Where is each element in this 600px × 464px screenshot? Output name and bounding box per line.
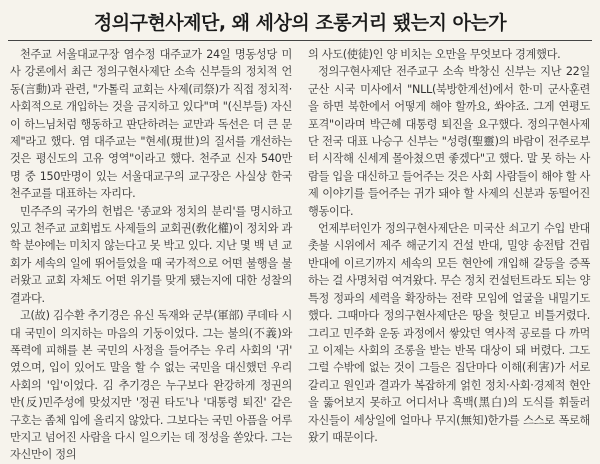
paragraph: 의 사도(使徒)인 양 비치는 오만을 무엇보다 경계했다.	[308, 48, 561, 61]
headline-divider	[8, 40, 592, 41]
paragraph: 고(故) 김수환 추기경은 유신 독재와 군부(軍部) 쿠데타 시대 국민이 의지하는 마음의 기둥이었다. 그는 불의(不義)와 폭력에 피해를 본 국민의 사정을 들어주는 우리 사회의 '귀' 였으며, 입이 있어도 말을 할 수 없는 국민을 대신했던 우리 사회의 '입'이었다. 김 추기경은 누구보다 완강하게 정권의 반(反)민주성에 맞섰지만 '정권 타도'나 '대통령 퇴진' 같은 구호는 좀체 입에 올리지 않았다. 그보다는 국민 아픔을 어루만지고 넘어진 사람을 다시 일으키는 데 정성을 쏟았다. 그는 자신만이 정의	[10, 309, 292, 462]
paragraph: 정의구현사제단 전주교구 소속 박창신 신부는 지난 22일 군산 시국 미사에서 "NLL(북방한계선)에서 한·미 군사훈련을 하면 북한에서 어떻게 해야 할까요, 쏴야죠. 그게 연평도 포격"이라며 박근혜 대통령 퇴진을 요구했다. 정의구현사제단 전국 대표 나승구 신부는 "성령(聖靈)의 바람이 전주로부터 시작해 신세계 몰아쳤으면 좋겠다"고 했다. 말 못 하는 사람들 입을 대신하고 들어주는 것은 사회 사람들이 해야 할 사제 이야기를 들어주는 귀가 돼야 할 사제의 신분과 동떨어진 행동이다.	[308, 65, 590, 218]
headline: 정의구현사제단, 왜 세상의 조롱거리 됐는지 아는가	[93, 12, 507, 34]
left-column	[10, 46, 292, 464]
right-column	[308, 46, 590, 446]
paragraph: 언제부터인가 정의구현사제단은 미국산 쇠고기 수입 반대 촛불 시위에서 제주 해군기지 건설 반대, 밀양 송전탑 건립 반대에 이르기까지 세속의 모든 현안에 개입해 갈등을 증폭하는 걸 사명처럼 여겨왔다. 무슨 정치 컨설턴트라도 되는 양 특정 정파의 세력을 확장하는 전략 모임에 얼굴을 내밀기도 했다. 그때마다 정의구현사제단은 땅을 헛딛고 비틀거렸다. 그리고 민주화 운동 과정에서 쌓았던 역사적 공로를 다 까먹고 이제는 사회의 조롱을 받는 반목 대상이 돼 버렸다. 그도 그럴 수밖에 없는 것이 그들은 집단마다 이해(利害)가 서로 갈리고 원인과 결과가 복잡하게 얽힌 정치·사회·경제적 현안을 뚫어보지 못하고 어디서나 흑백(黑白)의 도식를 휘둘러 자신들이 세상일에 얼마나 무지(無知)한가를 스스로 폭로해 왔기 때문이다.	[308, 222, 590, 444]
paragraph: 민주주의 국가의 헌법은 '종교와 정치의 분리'를 명시하고 있고 천주교 교회법도 사제들의 교회권(敎化權)이 정치와 과학 분야에는 미치지 않는다고 못 박고 있다. 지난 몇 백 년 교회가 세속의 일에 뛰어들었을 때 국가적으로 어떤 불행을 불러왔고 교회 자체도 어떤 위기를 맞게 됐는지에 대한 성찰의 결과다.	[10, 204, 292, 305]
paragraph: 천주교 서울대교구장 염수정 대주교가 24일 명동성당 미사 강론에서 최근 정의구현사제단 소속 신부들의 정치적 언동(言動)과 관련, "가톨릭 교회는 사제(司祭)가 직접 정치적·사회적으로 개입하는 것을 금지하고 있다"며 "(신부들) 자신이 하느님처럼 행동하고 판단하려는 교만과 독선은 더 큰 문제"라고 했다. 염 대주교는 "현세(現世)의 질서를 개선하는 것은 평신도의 고유 영역"이라고 했다. 천주교 신자 540만명 중 150만명이 있는 서울대교구의 교구장은 사실상 한국 천주교를 대표하는 자리다.	[10, 48, 292, 201]
